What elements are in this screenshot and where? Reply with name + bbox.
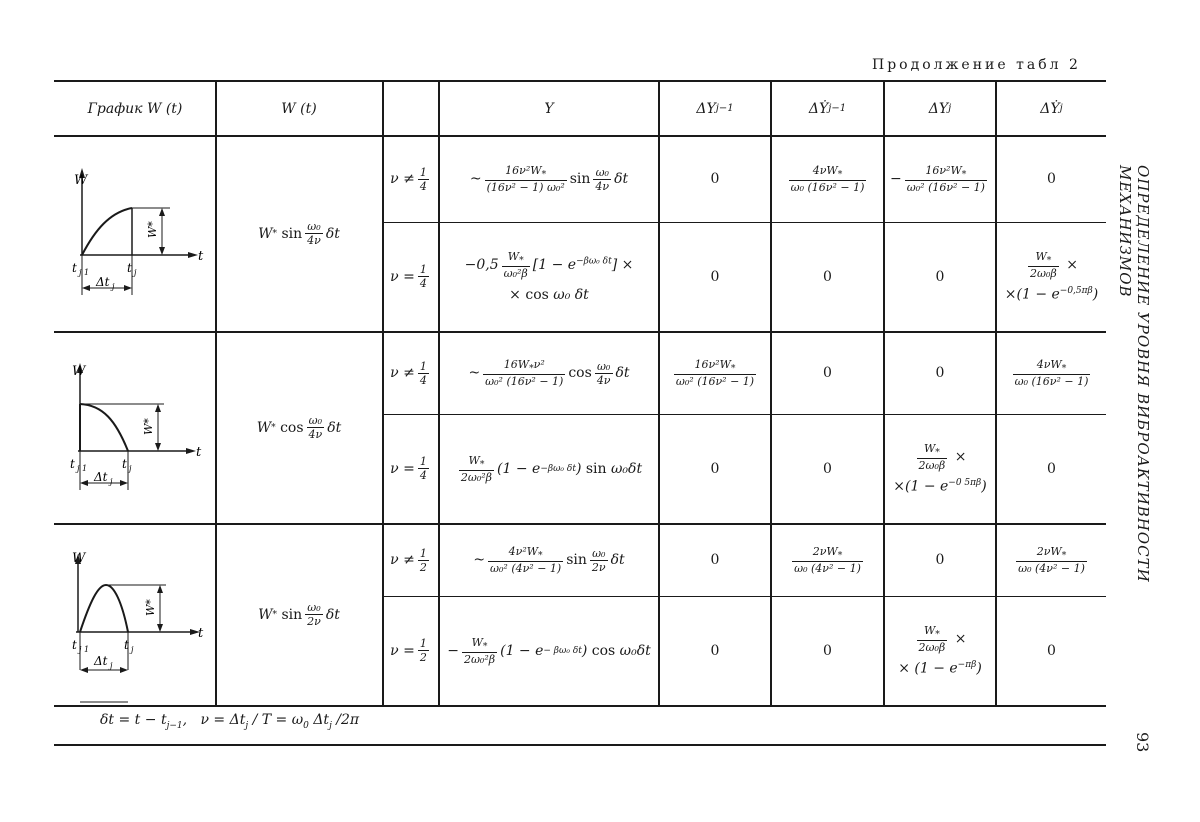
dy-prev-g3-r1: 0 [710,552,720,569]
svg-text:t: t [196,445,202,460]
svg-text:t: t [72,261,77,275]
svg-text:t: t [124,638,129,652]
svg-text:Δt: Δt [94,470,108,484]
dy-g1-r1: − $\frac{16\nu^2W_*}{\text{ω₀² (16ν² − 1)}}$ [890,164,985,195]
dydot-prev-g3-r1: $\frac{2\nu W_*}{\text{ω₀ (4ν² − 1)}}$ [794,545,861,576]
y-g3-r1: ~ $\frac{4\nu^2W_*}{\text{ω₀² (4ν² − 1)}}$ sin $\frac{\text{ω₀}}{2\nu}$ δt [473,545,625,576]
graph-w-label: W [74,173,88,188]
svg-text:W*: W* [142,418,155,435]
dydot-g1-r2: $\frac{W_*}{\text{2ω₀β}}$ × $\times(1 - e^{-0,5\pi\beta})$ [1004,250,1099,303]
svg-text:W: W [72,551,86,566]
w-of-t-group3: W * sin $\frac{\text{ω₀}}{2\nu}$ δt [258,601,340,628]
condition-g3-r1: ν ≠ $\frac{1}{2}$ [390,546,427,574]
svg-text:j 1: j 1 [79,645,90,654]
svg-text:Δt: Δt [96,275,110,289]
svg-text:j: j [112,282,115,291]
dy-prev-g3-r2: 0 [710,642,720,659]
header-delta-y-prev: ΔY j−1 [696,100,734,117]
graph-rising-quarter-sine [60,160,210,305]
dydot-prev-g1-r2: 0 [823,268,832,285]
group3-bottom-rule [54,705,1106,707]
dydot-g3-r2: 0 [1047,642,1056,659]
w-of-t-group1: W * sin $\frac{\text{ω₀}}{4\nu}$ δt [258,220,340,247]
svg-text:t: t [198,626,204,641]
dy-prev-g2-r2: 0 [710,460,720,477]
svg-text:W*: W* [144,599,157,616]
dy-prev-g1-r2: 0 [710,268,720,285]
svg-text:t: t [122,457,127,471]
dy-prev-g1-r1: 0 [710,171,720,188]
dy-g2-r1: 0 [935,365,945,382]
dydot-prev-g3-r2: 0 [823,642,832,659]
condition-g2-r2: ν = $\frac{1}{4}$ [390,455,427,482]
dy-g3-r1: 0 [935,552,945,569]
dy-g1-r2: 0 [935,268,945,285]
svg-text:t: t [198,249,204,264]
svg-text:t: t [72,638,77,652]
dy-g2-r2: $\frac{W_*}{\text{2ω₀β}}$ × $\times(1 - e^{-0 5\pi\beta})$ [893,442,987,495]
condition-g3-r2: ν = $\frac{1}{2}$ [390,637,427,664]
svg-text:j 1: j 1 [77,464,88,473]
condition-g1-r1: ν ≠ $\frac{1}{4}$ [390,165,427,193]
dydot-g1-r1: 0 [1047,171,1056,188]
header-graph: График W (t) [87,100,183,117]
dydot-prev-g2-r1: 0 [823,365,832,382]
header-delta-ydot-prev: ΔẎ j−1 [808,100,847,117]
header-y: Y [544,100,554,117]
svg-text:t: t [70,457,75,471]
svg-text:W*: W* [146,221,159,238]
w-of-t-group2: W * cos $\frac{\text{ω₀}}{4\nu}$ δt [256,414,342,441]
side-running-title: ОПРЕДЕЛЕНИЕ УРОВНЯ ВИБРОАКТИВНОСТИ МЕХАНИЗМОВ [1116,165,1152,583]
graph-falling-quarter-cosine [58,355,208,500]
y-g3-r2: − $\frac{W_*}{\text{2ω₀²β}}$ (1 − e − βω₀ δt ) cos ω₀δt [447,635,651,666]
y-g2-r1: ~ $\frac{16W_*\nu^2}{\text{ω₀² (16ν² − 1)}}$ cos $\frac{\text{ω₀}}{4\nu}$ δt [468,358,630,389]
header-delta-y: ΔY j [928,100,952,117]
svg-text:j: j [110,661,113,670]
svg-text:j 1: j 1 [79,268,90,277]
svg-text:j: j [129,464,132,473]
y-g2-r2: $\frac{W_*}{\text{2ω₀²β}}$ (1 − e −βω₀ δt ) sin ω₀δt [460,453,643,484]
y-g1-r1: ~ $\frac{16\nu^2W_*}{\text{(16ν² − 1) ω₀²}}$ sin $\frac{\text{ω₀}}{4\nu}$ δt [469,164,629,195]
dy-prev-g2-r1: $\frac{16\nu^2W_*}{\text{ω₀² (16ν² − 1)}}$ [675,358,755,389]
dydot-prev-g1-r1: $\frac{4\nu W_*}{\text{ω₀ (16ν² − 1)}}$ [790,164,865,195]
condition-g2-r1: ν ≠ $\frac{1}{4}$ [390,359,427,387]
dy-g3-r2: $\frac{W_*}{\text{2ω₀β}}$ × × $(1 - e^{-\pi\beta})$ [898,624,982,677]
table-top-rule [54,80,1106,82]
header-w-of-t: W (t) [281,100,317,117]
dydot-g2-r1: $\frac{4\nu W_*}{\text{ω₀ (16ν² − 1)}}$ [1014,358,1089,389]
condition-g1-r2: ν = $\frac{1}{4}$ [390,263,427,290]
graph-half-sine [60,540,210,705]
header-delta-ydot: ΔẎ j [1040,100,1063,117]
table-continuation-label: Продолжение табл 2 [872,57,1081,73]
dydot-g2-r2: 0 [1047,460,1056,477]
page-number: 93 [1133,732,1152,753]
svg-text:t: t [127,261,132,275]
footnote: $\delta t = t - t_{j-1}$, $\nu = \Delta t_j / T = \omega_0$ $\Delta t_j$ /2π [100,712,360,731]
svg-text:j: j [110,477,113,486]
svg-text:Δt: Δt [94,654,108,668]
dydot-prev-g2-r2: 0 [823,460,832,477]
svg-text:j: j [131,645,134,654]
y-g1-r2: −0,5 $\frac{W_*}{\text{ω₀²β}}$ $[1 - e^{-\beta\omega_0 \delta t}]$ × × cos ω₀ δt [464,249,634,304]
svg-text:W: W [72,364,86,379]
svg-text:j: j [134,268,137,277]
page-bottom-rule [54,744,1106,746]
dydot-g3-r1: $\frac{2\nu W_*}{\text{ω₀ (4ν² − 1)}}$ [1018,545,1085,576]
